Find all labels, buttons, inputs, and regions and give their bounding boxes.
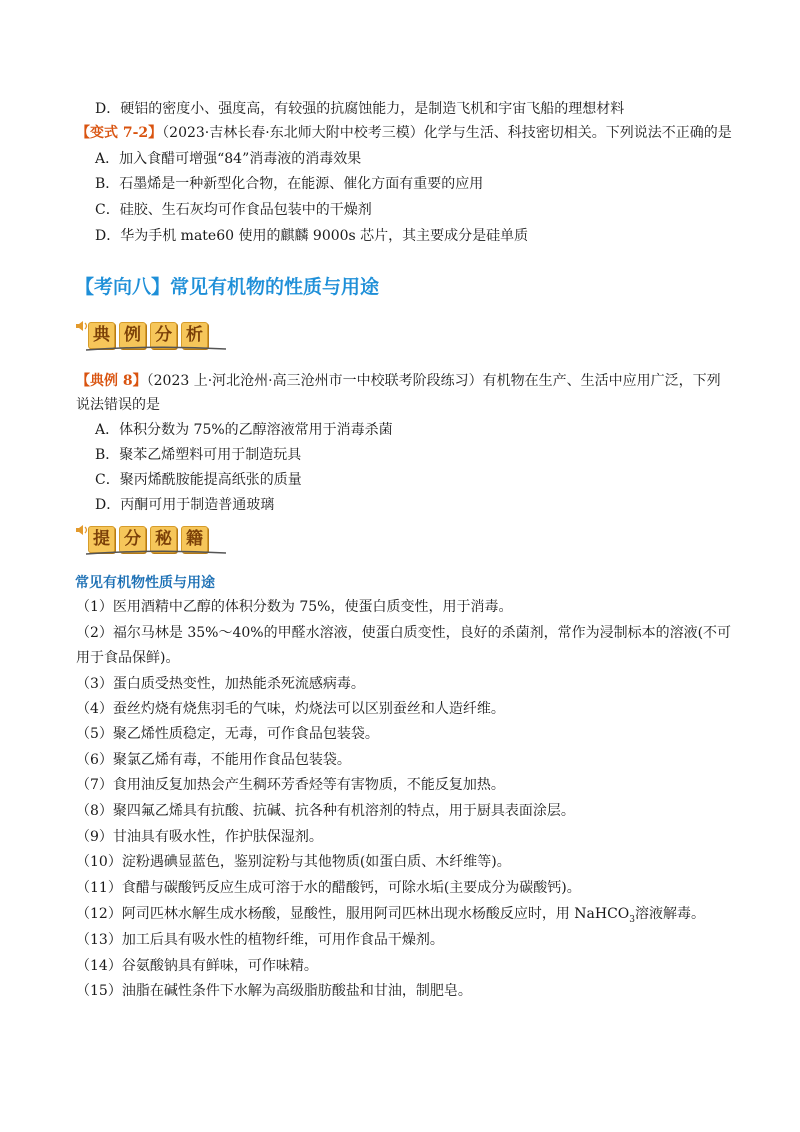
tips-banner — [76, 522, 226, 556]
tips-item-12-post: 溶液解毒。 — [635, 906, 705, 922]
example-8-stem — [76, 372, 721, 390]
tips-item-2-line1: （2）福尔马林是 35%～40%的甲醛水溶液，使蛋白质变性，良好的杀菌剂，常作为浸制标本的溶液(不可 — [76, 625, 732, 641]
prev-option-d: D．硬铝的密度小、强度高，有较强的抗腐蚀能力，是制造飞机和宇宙飞船的理想材料 — [95, 101, 625, 117]
tips-item-8: （8）聚四氟乙烯具有抗酸、抗碱、抗各种有机溶剂的特点，用于厨具表面涂层。 — [76, 803, 575, 819]
tips-item-12-pre: （12）阿司匹林水解生成水杨酸，显酸性，服用阿司匹林出现水杨酸反应时，用 NaHCO — [76, 906, 630, 922]
tips-heading: 常见有机物性质与用途 — [75, 575, 215, 591]
example-option-a: A．体积分数为 75%的乙醇溶液常用于消毒杀菌 — [95, 422, 393, 438]
tips-item-13: （13）加工后具有吸水性的植物纤维，可用作食品干燥剂。 — [76, 932, 444, 948]
banner-char: 秘 — [150, 526, 177, 553]
tips-item-6: （6）聚氯乙烯有毒，不能用作食品包装袋。 — [76, 752, 351, 768]
tips-item-4: （4）蚕丝灼烧有烧焦羽毛的气味，灼烧法可以区别蚕丝和人造纤维。 — [76, 701, 505, 717]
tips-item-2-line2: 用于食品保鲜)。 — [76, 650, 180, 666]
banner-char: 典 — [88, 322, 115, 349]
tips-item-11: （11）食醋与碳酸钙反应生成可溶于水的醋酸钙，可除水垢(主要成分为碳酸钙)。 — [76, 880, 581, 896]
example-text-line1: （2023 上·河北沧州·高三沧州市一中校联考阶段练习）有机物在生产、生活中应用广泛，下列 — [146, 373, 721, 389]
variant-option-c: C．硅胶、生石灰均可作食品包装中的干燥剂 — [95, 202, 372, 218]
tips-item-7: （7）食用油反复加热会产生稠环芳香烃等有害物质，不能反复加热。 — [76, 777, 505, 793]
tips-item-12-sub: 3 — [629, 914, 635, 925]
example-option-d: D．丙酮可用于制造普通玻璃 — [95, 497, 275, 513]
banner-char: 分 — [119, 526, 146, 553]
variant-option-a: A．加入食醋可增强“84”消毒液的消毒效果 — [95, 151, 362, 167]
variant-7-2-stem — [76, 124, 732, 142]
banner-char: 分 — [150, 322, 177, 349]
banner-char: 籍 — [181, 526, 208, 553]
tips-item-5: （5）聚乙烯性质稳定，无毒，可作食品包装袋。 — [76, 726, 379, 742]
tips-item-15: （15）油脂在碱性条件下水解为高级脂肪酸盐和甘油，制肥皂。 — [76, 983, 472, 999]
banner-swoosh-icon — [86, 549, 226, 557]
tips-item-10: （10）淀粉遇碘显蓝色，鉴别淀粉与其他物质(如蛋白质、木纤维等)。 — [76, 854, 511, 870]
example-tag: 【典例 8】 — [76, 373, 147, 389]
tips-item-3: （3）蛋白质受热变性，加热能杀死流感病毒。 — [76, 676, 365, 692]
tips-item-1: （1）医用酒精中乙醇的体积分数为 75%，使蛋白质变性，用于消毒。 — [76, 599, 513, 615]
example-banner — [76, 318, 226, 352]
variant-option-b: B．石墨烯是一种新型化合物，在能源、催化方面有重要的应用 — [95, 176, 484, 192]
tips-item-14: （14）谷氨酸钠具有鲜味，可作味精。 — [76, 958, 318, 974]
tips-item-12 — [76, 905, 705, 929]
banner-swoosh-icon — [86, 345, 226, 353]
tips-item-9: （9）甘油具有吸水性，作护肤保湿剂。 — [76, 829, 323, 845]
variant-tag: 【变式 7-2】 — [76, 125, 163, 141]
example-text-line2: 说法错误的是 — [76, 397, 160, 413]
banner-char: 析 — [181, 322, 208, 349]
section-title: 【考向八】常见有机物的性质与用途 — [75, 276, 380, 298]
banner-char: 提 — [88, 526, 115, 553]
variant-option-d: D．华为手机 mate60 使用的麒麟 9000s 芯片，其主要成分是硅单质 — [95, 228, 529, 244]
example-option-c: C．聚丙烯酰胺能提高纸张的质量 — [95, 472, 302, 488]
banner-char: 例 — [119, 322, 146, 349]
variant-text: （2023·吉林长春·东北师大附中校考三模）化学与生活、科技密切相关。下列说法不正确的是 — [162, 125, 732, 141]
example-option-b: B．聚苯乙烯塑料可用于制造玩具 — [95, 447, 302, 463]
